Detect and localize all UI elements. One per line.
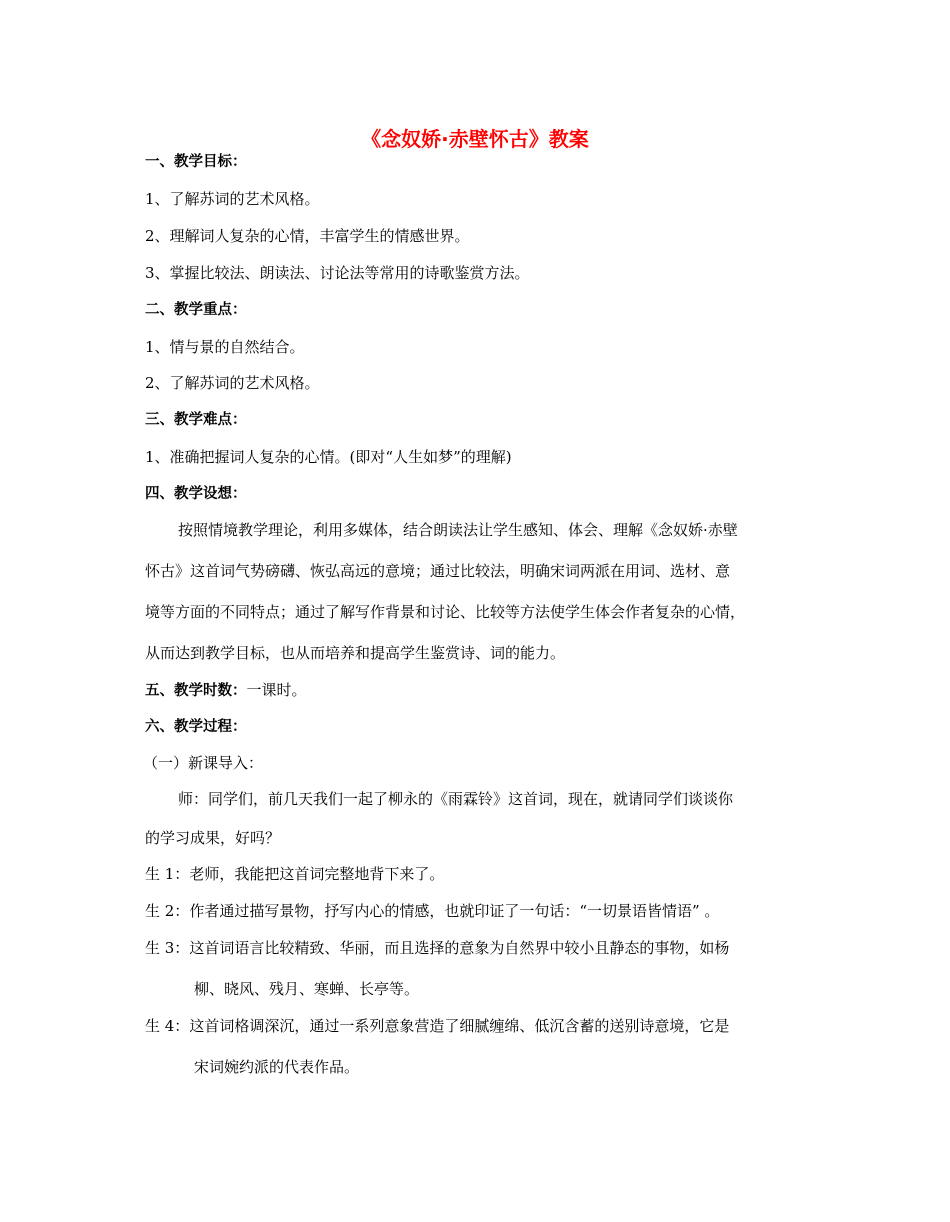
hours-row bbox=[145, 680, 307, 701]
goal-item-1: 1、了解苏词的艺术风格。 bbox=[145, 190, 320, 208]
student-4-row bbox=[145, 1016, 729, 1036]
section-heading-key-points: 二、教学重点： bbox=[145, 302, 247, 318]
key-point-item-1: 1、情与景的自然结合。 bbox=[145, 338, 305, 356]
design-line-4: 从而达到教学目标，也从而培养和提高学生鉴赏诗、词的能力。 bbox=[145, 644, 566, 662]
student-3-text-2: 柳、晓风、残月、寒蝉、长亭等。 bbox=[194, 980, 420, 998]
student-4-label: 生 4： bbox=[145, 1017, 190, 1035]
student-2-row bbox=[145, 901, 719, 921]
section-heading-process: 六、教学过程： bbox=[145, 719, 247, 735]
student-2-label: 生 2： bbox=[145, 902, 190, 920]
section-heading-difficulties: 三、教学难点： bbox=[145, 412, 247, 428]
goal-item-2: 2、理解词人复杂的心情，丰富学生的情感世界。 bbox=[145, 227, 470, 245]
design-line-1: 按照情境教学理论，利用多媒体，结合朗读法让学生感知、体会、理解《念奴娇·赤壁 bbox=[178, 521, 738, 539]
student-1-label: 生 1： bbox=[145, 865, 190, 883]
student-4-text-2: 宋词婉约派的代表作品。 bbox=[194, 1058, 360, 1076]
section-heading-design: 四、教学设想： bbox=[145, 486, 247, 502]
process-sub-heading: （一）新课导入： bbox=[143, 754, 264, 772]
difficulty-item-1: 1、准确把握词人复杂的心情。(即对“人生如梦”的理解) bbox=[145, 448, 512, 466]
student-3-label: 生 3： bbox=[145, 939, 190, 957]
document-title: 《念奴娇·赤壁怀古》教案 bbox=[361, 127, 589, 151]
section-heading-hours: 五、教学时数： bbox=[145, 683, 247, 699]
design-line-2: 怀古》这首词气势磅礴、恢弘高远的意境；通过比较法，明确宋词两派在用词、选材、意 bbox=[145, 562, 731, 580]
goal-item-3: 3、掌握比较法、朗读法、讨论法等常用的诗歌鉴赏方法。 bbox=[145, 264, 530, 282]
teacher-line-1: 师：同学们，前几天我们一起了柳永的《雨霖铃》这首词，现在，就请同学们谈谈你 bbox=[178, 790, 734, 808]
student-1-row bbox=[145, 864, 444, 884]
section-heading-goals: 一、教学目标： bbox=[145, 154, 247, 170]
student-3-text-1: 这首词语言比较精致、华丽，而且选择的意象为自然界中较小且静态的事物，如杨 bbox=[189, 939, 730, 957]
design-line-3: 境等方面的不同特点；通过了解写作背景和讨论、比较等方法使学生体会作者复杂的心情， bbox=[145, 603, 746, 621]
teacher-line-2: 的学习成果，好吗？ bbox=[145, 829, 281, 847]
hours-value: 一课时。 bbox=[246, 681, 307, 699]
student-1-text: 老师，我能把这首词完整地背下来了。 bbox=[189, 865, 445, 883]
student-3-row bbox=[145, 938, 729, 958]
key-point-item-2: 2、了解苏词的艺术风格。 bbox=[145, 374, 320, 392]
student-4-text-1: 这首词格调深沉，通过一系列意象营造了细腻缠绵、低沉含蓄的送别诗意境，它是 bbox=[189, 1017, 730, 1035]
student-2-text: 作者通过描写景物，抒写内心的情感，也就印证了一句话：“一切景语皆情语” 。 bbox=[189, 902, 720, 920]
